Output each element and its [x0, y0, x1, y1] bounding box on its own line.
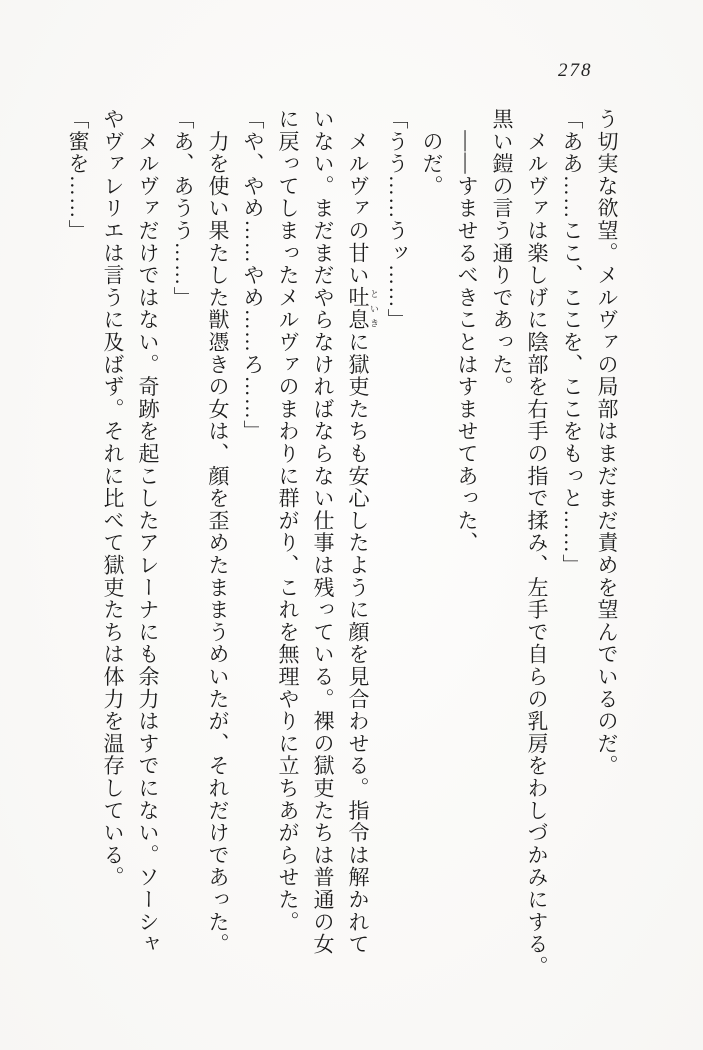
text-column: やヴァレリエは言うに及ばず。それに比べて獄吏たちは体力を温存している。 — [101, 108, 125, 889]
ruby-annotated-word: 吐息 といき — [346, 286, 379, 332]
text-column: 力を使い果たした獣憑きの女は、顔を歪めたままうめいたが、それだけであった。 — [206, 108, 230, 956]
text-column: メルヴァだけではない。奇跡を起こしたアレーナにも余力はすでにない。ソーシャ — [136, 108, 160, 956]
text-column: 「や、やめ……やめ……ろ……」 — [241, 108, 265, 443]
text-column: 「ああ……ここ、ここを、ここをもっと……」 — [560, 108, 584, 577]
text-column: いない。まだまだやらなければならない仕事は残っている。裸の獄吏たちは普通の女 — [311, 108, 335, 956]
text-column: のだ。 — [420, 108, 444, 198]
text-column: 「あ、あうう……」 — [171, 108, 195, 309]
text-column: う切実な欲望。メルヴァの局部はまだまだ責めを望んでいるのだ。 — [595, 108, 619, 777]
text-column: に戻ってしまったメルヴァのまわりに群がり、これを無理やりに立ちあがらせた。 — [276, 108, 300, 934]
text-column: 黒い鎧の言う通りであった。 — [490, 108, 514, 398]
page-number: 278 — [558, 60, 593, 81]
text-column: メルヴァは楽しげに陰部を右手の指で揉み、左手で自らの乳房をわしづかみにする。 — [525, 108, 549, 978]
text-column: 「蜜を……」 — [66, 108, 90, 242]
text-column: 「うう……うッ……」 — [385, 108, 409, 331]
text-column: ――すませるべきことはすませてあった、 — [455, 108, 479, 554]
text-block — [60, 108, 624, 1050]
text-column: メルヴァの甘い吐息 といきに獄吏たちも安心したように顔を見合わせる。指令は解かれて — [346, 108, 379, 956]
